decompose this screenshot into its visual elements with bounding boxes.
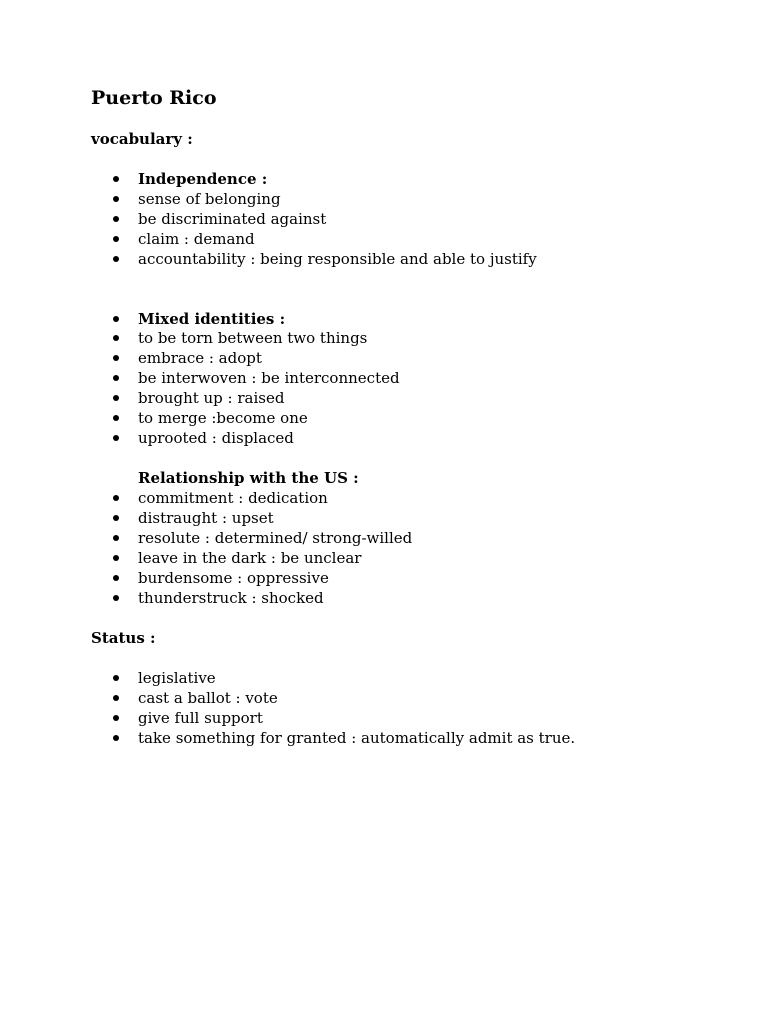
bullet-icon [113,535,119,541]
list-item: commitment : dedication [113,488,328,508]
bullet-icon [113,355,119,361]
list-item: cast a ballot : vote [113,688,278,708]
section-heading-independence: Independence : [113,169,267,189]
bullet-icon [113,375,119,381]
section-heading-mixed-identities: Mixed identities : [113,309,285,329]
bullet-icon [113,236,119,242]
list-item: embrace : adopt [113,348,262,368]
bullet-icon [113,316,119,322]
list-item: legislative [113,668,216,688]
list-item: resolute : determined/ strong-willed [113,528,412,548]
bullet-icon [113,495,119,501]
bullet-icon [113,196,119,202]
list-item: claim : demand [113,229,255,249]
bullet-icon [113,515,119,521]
bullet-icon [113,555,119,561]
list-item: distraught : upset [113,508,274,528]
document-title: Puerto Rico [91,87,217,109]
list-item: uprooted : displaced [113,428,294,448]
list-item: take something for granted : automatically admit as true. [113,728,575,748]
bullet-icon [113,595,119,601]
list-item: brought up : raised [113,388,284,408]
bullet-icon [113,735,119,741]
list-item: be interwoven : be interconnected [113,368,400,388]
status-heading: Status : [91,629,156,647]
bullet-icon [113,415,119,421]
bullet-icon [113,675,119,681]
bullet-icon [113,395,119,401]
list-item: to merge :become one [113,408,308,428]
list-item: leave in the dark : be unclear [113,548,361,568]
list-item: sense of belonging [113,189,281,209]
bullet-icon [113,435,119,441]
bullet-icon [113,715,119,721]
bullet-icon [113,695,119,701]
bullet-icon [113,256,119,262]
bullet-icon [113,335,119,341]
list-item: be discriminated against [113,209,326,229]
list-item: thunderstruck : shocked [113,588,324,608]
list-item: give full support [113,708,263,728]
section-heading-relationship-us: Relationship with the US : [138,469,359,487]
vocabulary-heading: vocabulary : [91,130,193,148]
bullet-icon [113,575,119,581]
list-item: burdensome : oppressive [113,568,329,588]
list-item: to be torn between two things [113,328,367,348]
bullet-icon [113,216,119,222]
bullet-icon [113,176,119,182]
list-item: accountability : being responsible and able to justify [113,249,537,269]
